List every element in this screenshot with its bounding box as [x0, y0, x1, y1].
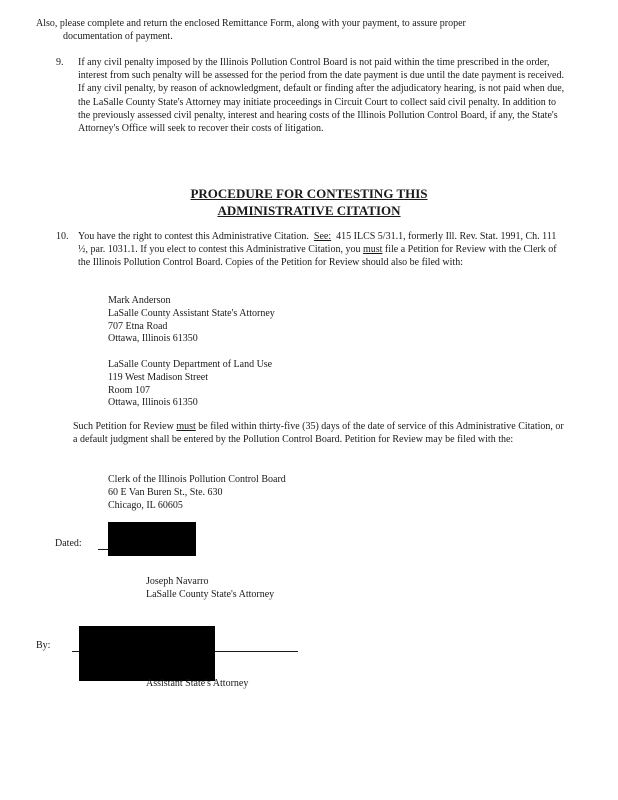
remittance-paragraph — [36, 17, 576, 43]
petition-part-1: Such Petition for Review — [73, 421, 174, 432]
address-line: 707 Etna Road — [108, 320, 168, 332]
remittance-line-2: documentation of payment. — [63, 31, 173, 43]
address-block-anderson — [108, 295, 275, 346]
petition-part-2: be filed within thirty-five (35) days of the date of service of this Administrative Citation, or a default judgment shall be entered by the Pollution Control Board. Petition for Review may be filed with the: — [73, 421, 564, 446]
paragraph-10-part-1: You have the right to contest this Administrative Citation. — [78, 231, 309, 242]
address-line: 119 West Madison Street — [108, 371, 209, 383]
address-line: Mark Anderson — [108, 295, 171, 306]
signatory-block — [146, 576, 274, 602]
redacted-signature — [79, 626, 215, 681]
redacted-date — [108, 522, 196, 556]
assistant-title: Assistant State's Attorney — [146, 678, 249, 689]
petition-paragraph — [73, 420, 565, 446]
paragraph-10-text — [78, 230, 568, 270]
paragraph-10 — [56, 230, 568, 270]
petition-must-emphasis: must — [176, 421, 196, 432]
address-line: Chicago, IL 60605 — [108, 499, 183, 511]
paragraph-10-part-2: 415 ILCS 5/31.1, formerly Ill. Rev. Stat. 1991, Ch. 111 ½, par. 1031.1. If you elect to contest this Administrative Citation, you — [78, 231, 557, 256]
address-line: Room 107 — [108, 384, 150, 396]
address-block-clerk — [108, 474, 286, 512]
address-line: Clerk of the Illinois Pollution Control Board — [108, 474, 286, 485]
signatory-title: LaSalle County State's Attorney — [146, 588, 275, 600]
paragraph-9-text: If any civil penalty imposed by the Illinois Pollution Control Board is not paid within the time prescribed in the order, interest from such penalty will be assessed for the period from the date payment is due until the date payment is received. If any civil penalty, by reason of acknowledgment, default or finding after the adjudicatory hearing, is not paid when due, the LaSalle County State's Attorney may initiate proceedings in Circuit Court to collect said civil penalty. In addition to the previously assessed civil penalty, interest and hearing costs of the Illinois Pollution Control Board, if any, the State's Attorney's Office will seek to recover their costs of litigation. — [78, 57, 565, 135]
dated-label: Dated: — [55, 538, 82, 549]
paragraph-9-number: 9. — [56, 57, 64, 68]
signatory-name: Joseph Navarro — [146, 576, 209, 587]
address-line: LaSalle County Department of Land Use — [108, 359, 273, 370]
address-line: Ottawa, Illinois 61350 — [108, 333, 198, 345]
address-line: 60 E Van Buren St., Ste. 630 — [108, 486, 223, 498]
paragraph-10-number: 10. — [56, 231, 69, 242]
address-block-land-use — [108, 359, 272, 410]
address-line: LaSalle County Assistant State's Attorney — [108, 307, 275, 319]
address-line: Ottawa, Illinois 61350 — [108, 397, 198, 409]
paragraph-9 — [56, 56, 568, 135]
section-heading-line-1: PROCEDURE FOR CONTESTING THIS — [190, 186, 428, 201]
see-citation-label: See: — [313, 231, 332, 242]
remittance-line-1: Also, please complete and return the enclosed Remittance Form, along with your payment, to assure proper — [36, 18, 466, 29]
by-label: By: — [36, 640, 51, 651]
paragraph-10-part-3: file a Petition for Review with the Clerk of the Illinois Pollution Control Board. Copies of the Petition for Review should also be filed with: — [78, 244, 557, 269]
section-heading-line-2: ADMINISTRATIVE CITATION — [217, 203, 401, 218]
must-emphasis: must — [362, 244, 383, 256]
